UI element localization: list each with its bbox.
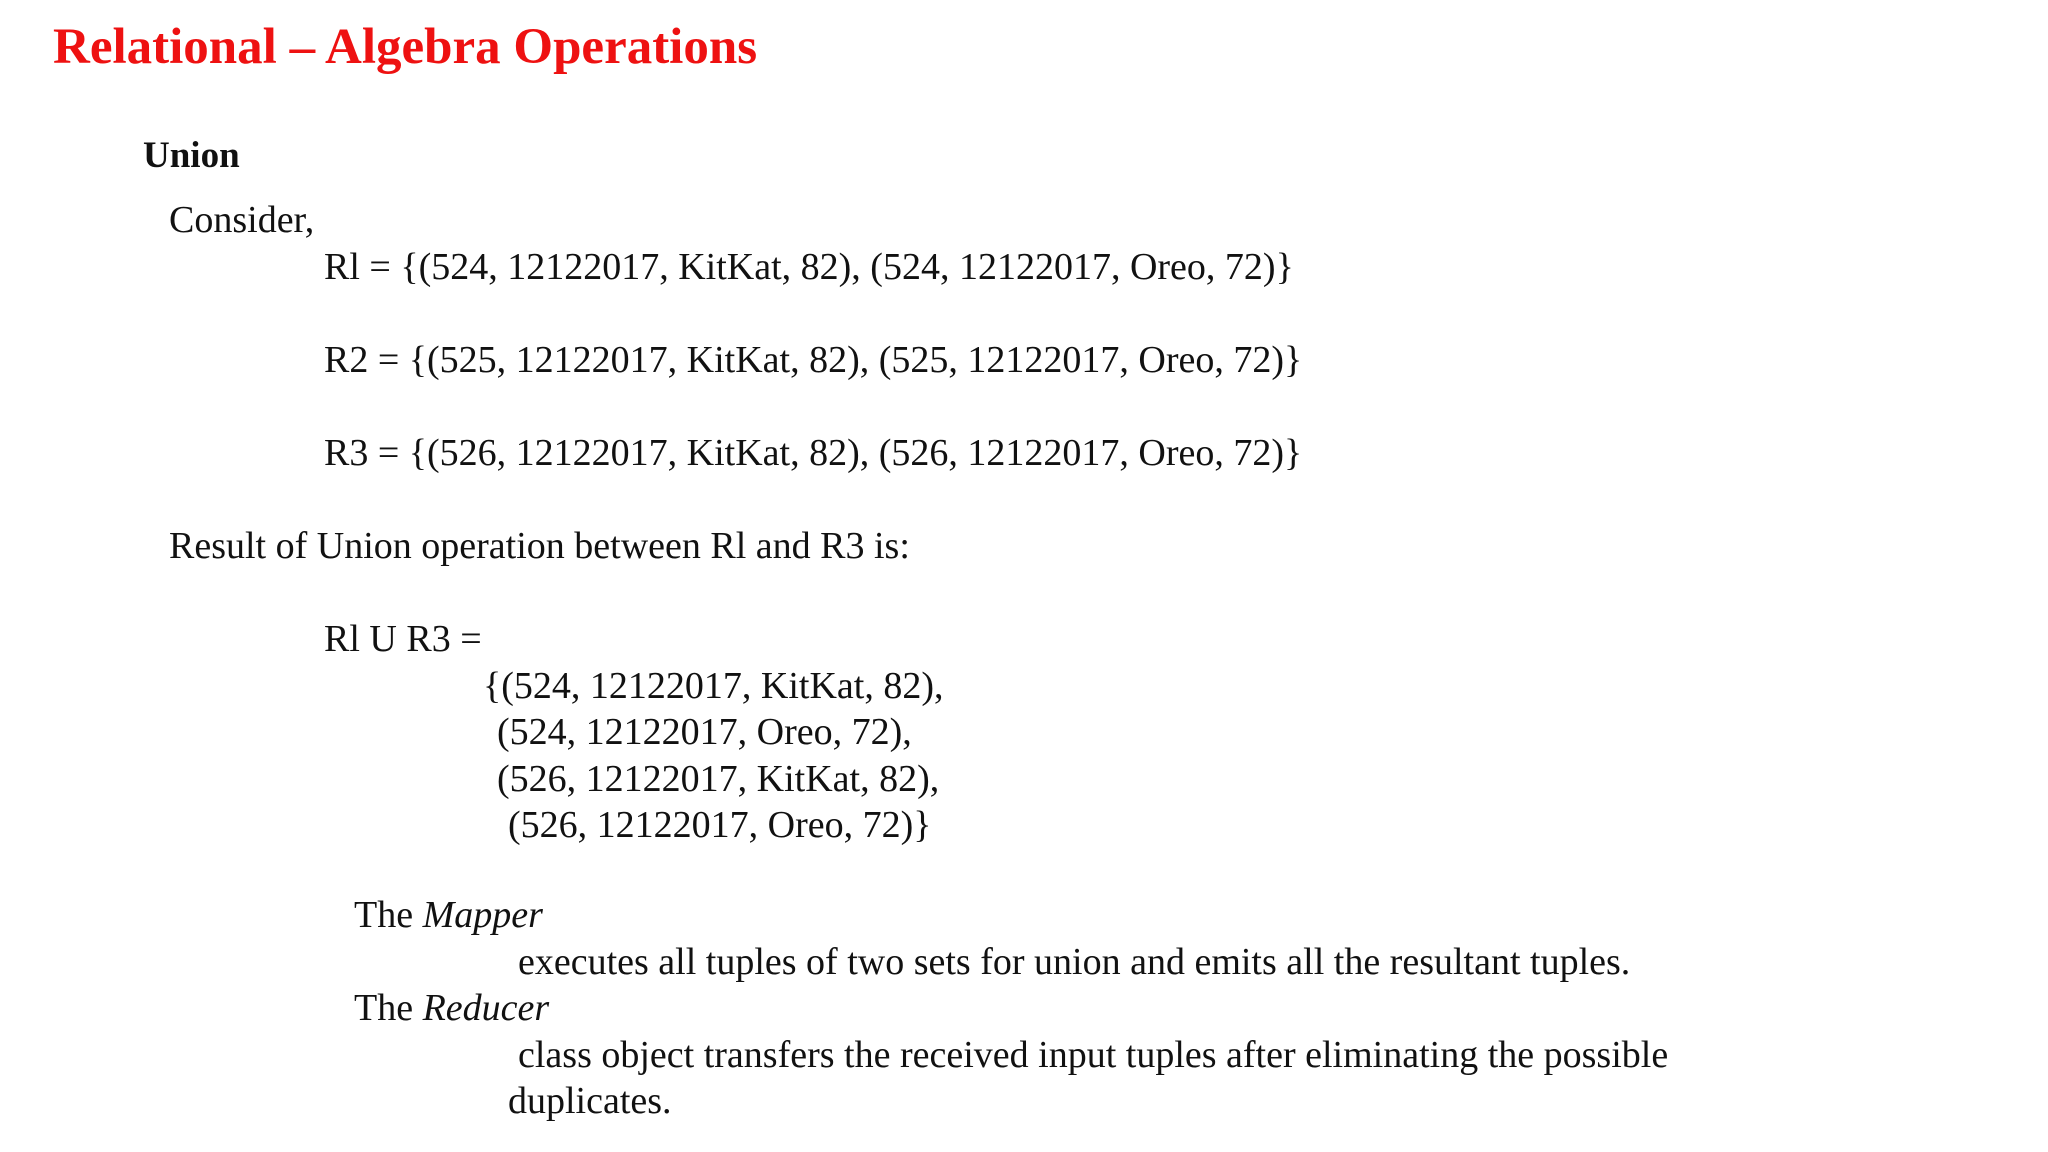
result-tuple: (526, 12122017, KitKat, 82), bbox=[497, 758, 940, 800]
section-heading: Union bbox=[143, 135, 240, 176]
result-tuple: (526, 12122017, Oreo, 72)} bbox=[508, 804, 932, 846]
reducer-description-line1: class object transfers the received input tuples after eliminating the possible bbox=[518, 1034, 1669, 1076]
slide-title: Relational – Algebra Operations bbox=[53, 19, 758, 75]
result-label: Rl U R3 = bbox=[324, 618, 482, 660]
reducer-name: Reducer bbox=[422, 987, 550, 1029]
relation-r2: R2 = {(525, 12122017, KitKat, 82), (525, 12122017, Oreo, 72)} bbox=[324, 339, 1303, 381]
mapper-prefix: The bbox=[354, 894, 423, 936]
result-tuple: (524, 12122017, Oreo, 72), bbox=[497, 711, 912, 753]
result-tuple: {(524, 12122017, KitKat, 82), bbox=[483, 665, 944, 707]
relation-r1: Rl = {(524, 12122017, KitKat, 82), (524, 12122017, Oreo, 72)} bbox=[324, 246, 1294, 288]
mapper-name: Mapper bbox=[422, 894, 543, 936]
result-intro: Result of Union operation between Rl and R3 is: bbox=[169, 525, 910, 567]
consider-text: Consider, bbox=[169, 199, 315, 241]
reducer-prefix: The bbox=[354, 987, 423, 1029]
mapper-heading bbox=[354, 896, 543, 934]
relation-r3: R3 = {(526, 12122017, KitKat, 82), (526, 12122017, Oreo, 72)} bbox=[324, 432, 1303, 474]
reducer-description-line2: duplicates. bbox=[508, 1080, 672, 1122]
reducer-heading bbox=[354, 989, 549, 1027]
mapper-description: executes all tuples of two sets for union and emits all the resultant tuples. bbox=[518, 941, 1631, 983]
